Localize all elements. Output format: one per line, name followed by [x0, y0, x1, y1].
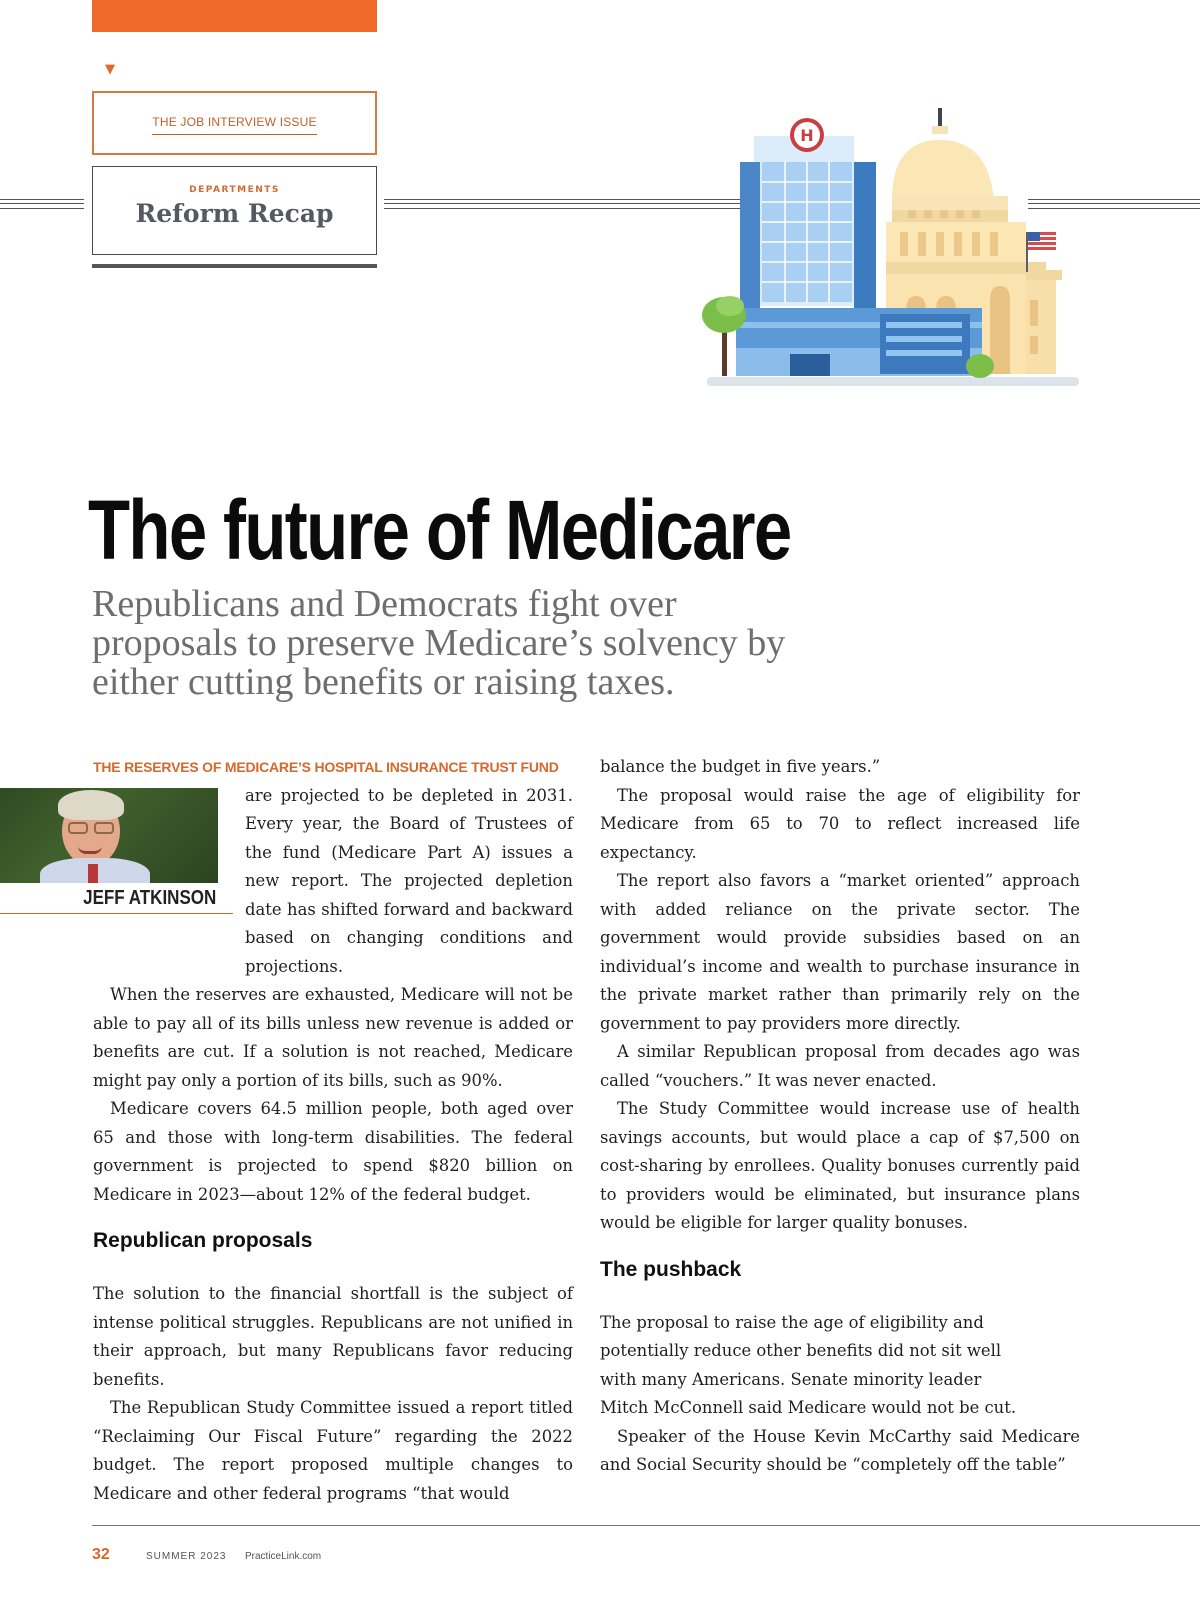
paragraph-r4: A similar Republican proposal from decades ago was called “vouchers.” It was never enacted.	[600, 1042, 1080, 1090]
author-divider	[0, 913, 233, 914]
hospital-capitol-building-illustration	[700, 100, 1085, 400]
paragraph-r7: Speaker of the House Kevin McCarthy said Medicare and Social Security should be “completely off the table”	[600, 1426, 1080, 1474]
paragraph-r2: The proposal would raise the age of eligibility for Medicare from 65 to 70 to reflect increased life expectancy.	[600, 785, 1080, 862]
paragraph-lead-text: are projected to be depleted in 2031. Every year, the Board of Trustees of the fund (Medicare Part A) issues a new report. The projected depletion date has shifted forward and backward based on changing conditions and projections.	[245, 785, 573, 976]
paragraph-3: Medicare covers 64.5 million people, both aged over 65 and those with long-term disabilities. The federal government is projected to spend $820 billion on Medicare in 2023—about 12% of the federal budget.	[93, 1099, 573, 1204]
decorative-rule-left	[0, 199, 84, 209]
article-column-right	[600, 753, 1080, 1480]
decorative-rule-middle	[384, 199, 742, 209]
author-photo-block	[0, 788, 233, 978]
issue-label: THE JOB INTERVIEW ISSUE	[152, 115, 316, 135]
paragraph-5: The Republican Study Committee issued a report titled “Reclaiming Our Fiscal Future” regarding the 2022 budget. The report proposed multiple changes to Medicare and other federal programs “that would	[93, 1398, 573, 1503]
issue-label-box	[92, 91, 377, 155]
author-photo	[0, 788, 218, 883]
footer-issue-date: SUMMER 2023	[146, 1551, 227, 1562]
paragraph-r3: The report also favors a “market oriented” approach with added reliance on the private sector. The government would provide subsidies based on an individual’s income and wealth to purchase insurance in the private market rather than primarily rely on the government to pay providers more directly.	[600, 871, 1080, 1033]
department-box	[92, 166, 377, 255]
article-column-left	[83, 753, 573, 1508]
footer-rule	[92, 1525, 1200, 1526]
section-heading-pushback: The pushback	[600, 1257, 742, 1281]
hospital-badge-text: H	[800, 126, 814, 145]
accent-bar	[92, 0, 377, 32]
triangle-down-icon: ▼	[105, 62, 115, 77]
paragraph-2: When the reserves are exhausted, Medicare will not be able to pay all of its bills unless new revenue is added or benefits are cut. If a solution is not reached, Medicare might pay only a portion of its bills, such as 90%.	[93, 985, 573, 1090]
paragraph-r6-line: The proposal to raise the age of eligibility and	[600, 1312, 984, 1332]
article-headline: The future of Medicare	[88, 483, 791, 577]
department-label: DEPARTMENTS	[189, 185, 280, 195]
paragraph-4: The solution to the financial shortfall is the subject of intense political struggles. Republicans are not unified in their approach, but many Republicans favor reducing benefits.	[93, 1284, 573, 1389]
department-underline	[92, 264, 377, 268]
paragraph-lead	[83, 753, 573, 981]
paragraph-r6-line: Mitch McConnell said Medicare would not be cut.	[600, 1398, 1017, 1417]
paragraph-r6	[600, 1309, 1080, 1423]
author-name: JEFF ATKINSON	[83, 886, 217, 909]
paragraph-r6-line: potentially reduce other benefits did not sit well	[600, 1341, 1002, 1360]
article-subhead: Republicans and Democrats fight over proposals to preserve Medicare’s solvency by either cutting benefits or raising taxes.	[92, 583, 786, 703]
paragraph-r6-line: with many Americans. Senate minority leader	[600, 1369, 982, 1389]
lead-caps: THE RESERVES OF MEDICARE’S HOSPITAL INSURANCE TRUST FUND	[93, 759, 559, 775]
paragraph-r1: balance the budget in five years.”	[600, 757, 881, 776]
page-number: 32	[92, 1546, 110, 1563]
department-title: Reform Recap	[135, 199, 334, 228]
section-heading-republican-proposals: Republican proposals	[93, 1229, 313, 1252]
footer-site: PracticeLink.com	[245, 1551, 322, 1562]
paragraph-r5: The Study Committee would increase use of health savings accounts, but would place a cap of $7,500 on cost-sharing by enrollees. Quality bonuses currently paid to providers would be eliminated, but insurance plans would be eligible for larger quality bonuses.	[600, 1099, 1080, 1232]
